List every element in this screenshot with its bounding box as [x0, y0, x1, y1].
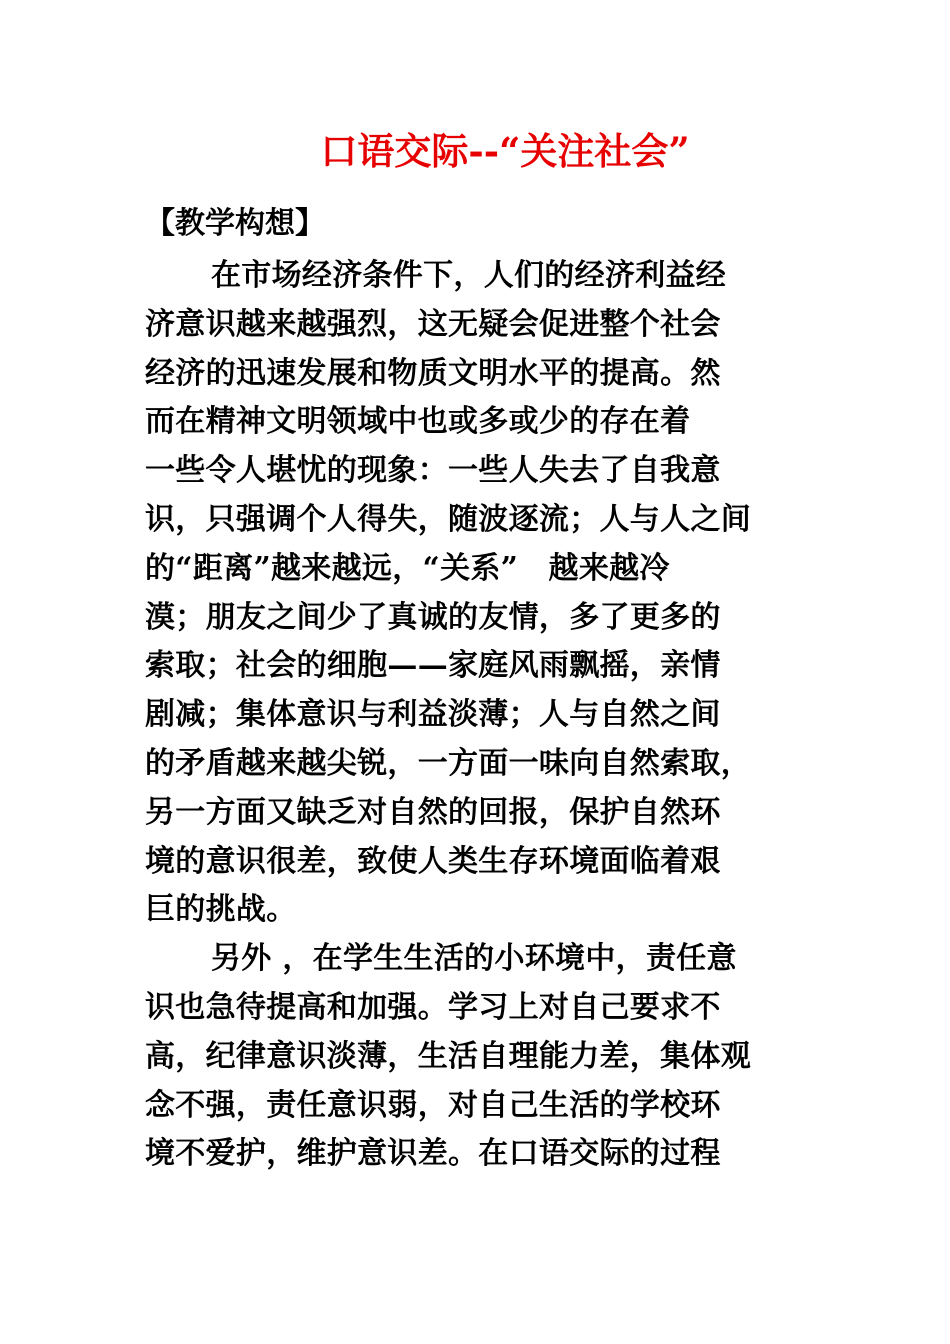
paragraph-line: 识也急待提高和加强。学习上对自己要求不 [145, 989, 721, 1025]
paragraph-line: 另一方面又缺乏对自然的回报，保护自然环 [145, 794, 721, 830]
paragraph-line: 索取；社会的细胞——家庭风雨飘摇，亲情 [145, 648, 721, 684]
paragraph-line: 另外 ，在学生生活的小环境中，责任意 [211, 941, 737, 977]
paragraph-line: 高，纪律意识淡薄，生活自理能力差，集体观 [145, 1038, 751, 1074]
section-heading: 【教学构想】 [145, 206, 325, 241]
paragraph-line: 而在精神文明领域中也或多或少的存在着 [145, 404, 691, 440]
body-text [145, 252, 845, 1179]
paragraph-line: 识，只强调个人得失，随波逐流；人与人之间 [145, 501, 751, 537]
paragraph-line: 境不爱护，维护意识差。在口语交际的过程 [145, 1136, 721, 1172]
paragraph-line: 漠；朋友之间少了真诚的友情，多了更多的 [145, 599, 721, 635]
paragraph-line: 境的意识很差，致使人类生存环境面临着艰 [145, 843, 721, 879]
paragraph-line: 的“距离”越来越远，“关系” 越来越冷 [145, 550, 670, 586]
paragraph-line: 巨的挑战。 [145, 892, 297, 928]
paragraph-line: 的矛盾越来越尖锐，一方面一味向自然索取， [145, 745, 751, 781]
document-title: 口语交际--“关注社会” [320, 129, 690, 173]
paragraph-line: 经济的迅速发展和物质文明水平的提高。然 [145, 355, 721, 391]
paragraph-line: 济意识越来越强烈，这无疑会促进整个社会 [145, 306, 721, 342]
paragraph-line: 在市场经济条件下，人们的经济利益经 [211, 258, 727, 293]
paragraph-line: 剧减；集体意识与利益淡薄；人与自然之间 [145, 697, 721, 733]
paragraph-line: 念不强，责任意识弱，对自己生活的学校环 [145, 1087, 721, 1123]
paragraph-line: 一些令人堪忧的现象：一些人失去了自我意 [145, 453, 721, 489]
